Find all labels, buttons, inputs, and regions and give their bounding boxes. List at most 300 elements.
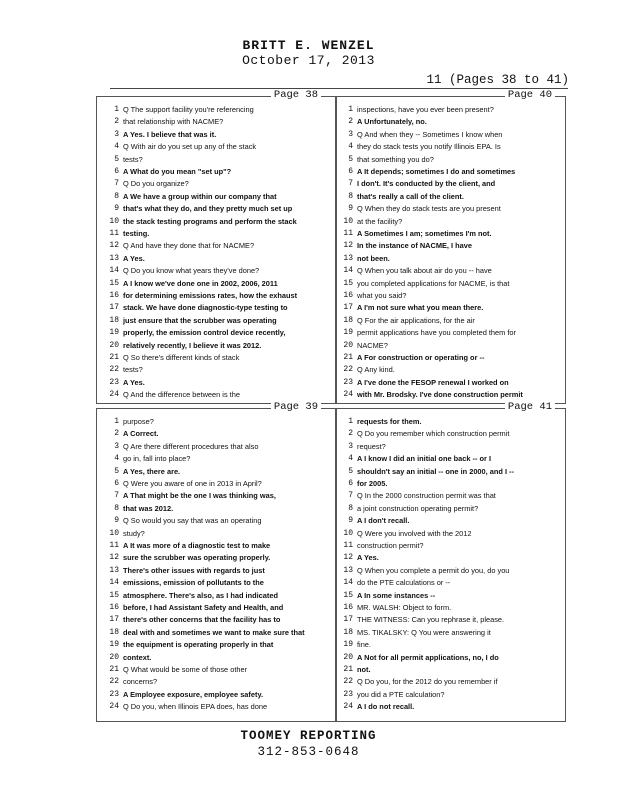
line-text: A Correct.: [123, 429, 159, 439]
line-text: Q Were you involved with the 2012: [357, 528, 472, 538]
line-text: Q Are there different procedures that also: [123, 441, 259, 451]
line-text: A Yes. I believe that was it.: [123, 129, 217, 139]
transcript-line: [97, 427, 331, 440]
page-number-label: Page 41: [505, 401, 555, 413]
transcript-line: [337, 663, 561, 676]
line-number: 12: [109, 553, 119, 563]
line-text: Q So there's different kinds of stack: [123, 353, 240, 362]
line-text: context.: [123, 652, 152, 662]
line-number: 16: [109, 603, 119, 612]
transcript-line: [97, 489, 331, 502]
line-text: with Mr. Brodsky. I've done construction permit: [357, 390, 523, 400]
line-text: MR. WALSH: Object to form.: [357, 603, 452, 612]
line-text: just ensure that the scrubber was operating: [123, 315, 277, 325]
line-number: 18: [343, 627, 353, 637]
line-text: A That might be the one I was thinking was,: [123, 491, 276, 501]
line-number: 24: [109, 390, 119, 400]
line-text: Q Do you know what years they've done?: [123, 266, 260, 276]
transcript-line: [97, 190, 331, 203]
line-text: not been.: [357, 253, 390, 263]
page-number-label: Page 40: [505, 89, 555, 101]
line-text: stack. We have done diagnostic-type testing to: [123, 303, 288, 313]
line-text: Q So would you say that was an operating: [123, 516, 262, 526]
transcript-line: [337, 452, 561, 465]
transcript-line: [337, 339, 561, 352]
line-number: 13: [109, 253, 119, 263]
line-number: 3: [348, 441, 353, 451]
line-text: A Yes.: [123, 253, 145, 263]
line-text: go in, fall into place?: [123, 454, 191, 464]
line-number: 7: [348, 491, 353, 501]
line-number: 3: [348, 129, 353, 139]
line-number: 20: [109, 340, 119, 350]
transcript-line: [97, 626, 331, 639]
transcript-line: [97, 239, 331, 252]
transcript-line: [337, 700, 561, 713]
line-text: A Employee exposure, employee safety.: [123, 689, 264, 699]
line-number: 3: [114, 441, 119, 451]
line-text: the equipment is operating properly in that: [123, 640, 274, 650]
line-number: 3: [114, 129, 119, 139]
line-text: Q With air do you set up any of the stack: [123, 142, 257, 152]
line-number: 21: [343, 665, 353, 674]
transcript-line: [97, 465, 331, 478]
transcript-line: [337, 165, 561, 178]
line-number: 15: [109, 590, 119, 600]
line-text: A Yes.: [357, 553, 379, 563]
line-text: Q In the 2000 construction permit was that: [357, 491, 496, 501]
transcript-line: [337, 301, 561, 314]
transcript-line: [97, 700, 331, 713]
transcript-line: [337, 140, 561, 153]
line-number: 19: [343, 640, 353, 650]
line-text: A I know I did an initial one back -- or I: [357, 454, 492, 464]
transcript-line: [97, 376, 331, 389]
transcript-line: [97, 363, 331, 376]
line-number: 2: [348, 117, 353, 127]
line-number: 21: [109, 353, 119, 362]
line-text: Q Any kind.: [357, 365, 395, 375]
transcript-line: [337, 252, 561, 265]
line-text: inspections, have you ever been present?: [357, 105, 494, 114]
line-number: 12: [343, 553, 353, 563]
line-text: Q The support facility you're referencing: [123, 105, 254, 114]
transcript-line: [337, 477, 561, 490]
transcript-line: [97, 688, 331, 701]
line-number: 10: [343, 528, 353, 538]
line-number: 4: [114, 454, 119, 464]
transcript-line: [97, 502, 331, 515]
line-text: that's really a call of the client.: [357, 191, 464, 201]
line-number: 24: [343, 702, 353, 712]
line-text: A What do you mean "set up"?: [123, 167, 232, 176]
line-number: 15: [343, 590, 353, 600]
line-number: 4: [114, 142, 119, 152]
transcript-line: [97, 115, 331, 128]
line-text: A I know we've done one in 2002, 2006, 2011: [123, 278, 278, 288]
line-text: they do stack tests you notify Illinois EPA. Is: [357, 142, 501, 152]
transcript-line: [97, 103, 331, 116]
transcript-line: [97, 576, 331, 589]
transcript-line: [97, 388, 331, 401]
line-number: 2: [348, 429, 353, 439]
line-text: request?: [357, 441, 386, 451]
transcript-line: [337, 638, 561, 651]
transcript-line: [337, 427, 561, 440]
transcript-line: [97, 264, 331, 277]
transcript-line: [337, 289, 561, 302]
transcript-page-3: [96, 401, 336, 722]
transcript-line: [337, 502, 561, 515]
line-number: 7: [348, 179, 353, 189]
line-text: There's other issues with regards to just: [123, 565, 265, 575]
line-number: 9: [348, 516, 353, 526]
line-text: THE WITNESS: Can you rephrase it, please.: [357, 615, 505, 625]
line-text: before, I had Assistant Safety and Health, and: [123, 603, 284, 612]
line-number: 24: [343, 390, 353, 400]
transcript-line: [97, 351, 331, 364]
transcript-line: [337, 440, 561, 453]
reporting-phone: 312-853-0648: [257, 745, 360, 759]
transcript-line: [337, 415, 561, 428]
line-number: 11: [343, 541, 353, 550]
transcript-line: [97, 564, 331, 577]
line-number: 12: [343, 241, 353, 251]
transcript-line: [97, 140, 331, 153]
line-number: 11: [109, 229, 119, 238]
line-text: tests?: [123, 154, 143, 164]
transcript-line: [337, 227, 561, 240]
line-number: 1: [114, 105, 119, 114]
transcript-line: [337, 675, 561, 688]
transcript-line: [337, 376, 561, 389]
line-number: 19: [343, 328, 353, 338]
line-text: permit applications have you completed them for: [357, 328, 516, 338]
transcript-line: [97, 252, 331, 265]
line-text: a joint construction operating permit?: [357, 503, 479, 513]
transcript-line: [97, 153, 331, 166]
transcript-line: [337, 277, 561, 290]
line-text: Q What would be some of those other: [123, 665, 248, 674]
line-text: A Unfortunately, no.: [357, 117, 427, 127]
line-number: 6: [348, 479, 353, 488]
line-text: deal with and sometimes we want to make sure that: [123, 627, 305, 637]
transcript-line: [97, 601, 331, 614]
transcript-line: [97, 651, 331, 664]
line-text: construction permit?: [357, 541, 424, 550]
transcript-line: [97, 477, 331, 490]
line-text: shouldn't say an initial -- one in 2000, and I --: [357, 466, 514, 476]
line-number: 16: [109, 291, 119, 300]
line-number: 2: [114, 429, 119, 439]
line-number: 17: [109, 303, 119, 313]
line-number: 8: [114, 503, 119, 513]
line-text: purpose?: [123, 417, 154, 426]
line-text: Q When they do stack tests are you present: [357, 204, 501, 214]
transcript-line: [97, 202, 331, 215]
transcript-line: [97, 589, 331, 602]
transcript-line: [337, 576, 561, 589]
line-number: 10: [343, 216, 353, 226]
line-text: you did a PTE calculation?: [357, 689, 445, 699]
line-text: requests for them.: [357, 417, 422, 426]
line-text: A Sometimes I am; sometimes I'm not.: [357, 229, 492, 238]
deposition-date: October 17, 2013: [242, 53, 375, 68]
page-number-label: Page 38: [271, 89, 321, 101]
line-text: for 2005.: [357, 479, 388, 488]
transcript-line: [97, 227, 331, 240]
line-number: 10: [109, 216, 119, 226]
transcript-line: [337, 239, 561, 252]
line-number: 6: [114, 479, 119, 488]
line-number: 1: [348, 417, 353, 426]
line-number: 8: [114, 191, 119, 201]
transcript-line: [97, 638, 331, 651]
line-number: 19: [109, 328, 119, 338]
transcript-line: [337, 688, 561, 701]
line-number: 21: [109, 665, 119, 674]
transcript-line: [97, 339, 331, 352]
line-text: concerns?: [123, 677, 158, 687]
line-text: for determining emissions rates, how the exhaust: [123, 291, 298, 300]
transcript-line: [337, 539, 561, 552]
line-number: 7: [114, 179, 119, 189]
line-number: 8: [348, 191, 353, 201]
header-rule: [110, 88, 568, 89]
line-text: A For construction or operating or --: [357, 353, 485, 362]
line-number: 21: [343, 353, 353, 362]
line-text: A We have a group within our company that: [123, 191, 277, 201]
transcript-page-1: [96, 89, 336, 404]
line-text: what you said?: [357, 291, 407, 300]
line-text: In the instance of NACME, I have: [357, 241, 472, 251]
line-number: 13: [343, 565, 353, 575]
line-number: 6: [348, 167, 353, 176]
line-number: 1: [114, 417, 119, 426]
line-number: 19: [109, 640, 119, 650]
line-text: A I don't recall.: [357, 516, 410, 526]
line-number: 22: [343, 365, 353, 375]
transcript-line: [337, 363, 561, 376]
line-text: A Not for all permit applications, no, I do: [357, 652, 499, 662]
transcript-line: [337, 589, 561, 602]
transcript-line: [337, 651, 561, 664]
witness-name: BRITT E. WENZEL: [242, 38, 375, 53]
line-text: I don't. It's conducted by the client, and: [357, 179, 496, 189]
line-text: NACME?: [357, 340, 388, 350]
line-number: 14: [343, 578, 353, 588]
line-text: A It was more of a diagnostic test to make: [123, 541, 271, 550]
transcript-line: [337, 215, 561, 228]
page-number-label: Page 39: [271, 401, 321, 413]
line-text: properly, the emission control device recently,: [123, 328, 286, 338]
transcript-line: [337, 564, 561, 577]
transcript-line: [97, 177, 331, 190]
line-text: A It depends; sometimes I do and sometimes: [357, 167, 516, 176]
line-number: 18: [343, 315, 353, 325]
transcript-line: [337, 489, 561, 502]
line-text: Q When you complete a permit do you, do you: [357, 565, 510, 575]
transcript-line: [97, 289, 331, 302]
line-text: A Yes, there are.: [123, 466, 181, 476]
line-text: A I do not recall.: [357, 702, 415, 712]
line-text: A I've done the FESOP renewal I worked on: [357, 377, 509, 387]
transcript-line: [97, 165, 331, 178]
line-number: 6: [114, 167, 119, 176]
line-text: A Yes.: [123, 377, 145, 387]
line-text: Q And have they done that for NACME?: [123, 241, 255, 251]
line-text: A I'm not sure what you mean there.: [357, 303, 484, 313]
transcript-line: [337, 128, 561, 141]
line-text: study?: [123, 528, 145, 538]
line-text: Q Do you, when Illinois EPA does, has done: [123, 702, 268, 712]
transcript-line: [97, 415, 331, 428]
transcript-line: [97, 215, 331, 228]
line-number: 4: [348, 142, 353, 152]
line-text: Q And when they -- Sometimes I know when: [357, 129, 503, 139]
line-number: 8: [348, 503, 353, 513]
transcript-line: [337, 103, 561, 116]
line-number: 22: [109, 365, 119, 375]
transcript-line: [97, 452, 331, 465]
line-text: that's what they do, and they pretty much set up: [123, 204, 293, 214]
transcript-line: [337, 626, 561, 639]
transcript-line: [337, 177, 561, 190]
line-number: 5: [348, 154, 353, 164]
line-text: MS. TIKALSKY: Q You were answering it: [357, 627, 491, 637]
line-text: there's other concerns that the facility has to: [123, 615, 281, 625]
line-text: you completed applications for NACME, is that: [357, 278, 510, 288]
line-text: the stack testing programs and perform the stack: [123, 216, 297, 226]
line-text: emissions, emission of pollutants to the: [123, 578, 264, 588]
transcript-line: [337, 601, 561, 614]
line-number: 10: [109, 528, 119, 538]
transcript-line: [337, 190, 561, 203]
transcript-line: [97, 326, 331, 339]
line-text: sure the scrubber was operating properly.: [123, 553, 271, 563]
transcript-line: [97, 301, 331, 314]
transcript-line: [337, 202, 561, 215]
transcript-page-2: [336, 89, 566, 404]
line-number: 20: [109, 652, 119, 662]
line-text: Q When you talk about air do you -- have: [357, 266, 492, 276]
line-number: 9: [348, 204, 353, 214]
line-text: fine.: [357, 640, 371, 650]
line-text: that relationship with NACME?: [123, 117, 224, 127]
line-number: 24: [109, 702, 119, 712]
line-number: 11: [109, 541, 119, 550]
transcript-line: [337, 115, 561, 128]
line-text: tests?: [123, 365, 143, 375]
line-number: 17: [343, 303, 353, 313]
line-number: 17: [109, 615, 119, 625]
transcript-line: [337, 613, 561, 626]
transcript-line: [97, 663, 331, 676]
line-text: Q Do you, for the 2012 do you remember if: [357, 677, 498, 687]
line-number: 22: [343, 677, 353, 687]
line-text: do the PTE calculations or --: [357, 578, 451, 588]
transcript-line: [97, 128, 331, 141]
line-number: 7: [114, 491, 119, 501]
line-number: 14: [109, 578, 119, 588]
transcript-line: [97, 539, 331, 552]
line-number: 20: [343, 652, 353, 662]
line-number: 18: [109, 315, 119, 325]
transcript-line: [337, 351, 561, 364]
line-text: A In some instances --: [357, 590, 436, 600]
transcript-line: [97, 613, 331, 626]
transcript-line: [337, 551, 561, 564]
line-number: 12: [109, 241, 119, 251]
transcript-line: [97, 551, 331, 564]
line-number: 13: [343, 253, 353, 263]
transcript-line: [97, 527, 331, 540]
line-number: 23: [109, 689, 119, 699]
transcript-line: [337, 153, 561, 166]
line-number: 15: [343, 278, 353, 288]
line-number: 4: [348, 454, 353, 464]
line-number: 23: [343, 377, 353, 387]
line-number: 14: [343, 266, 353, 276]
transcript-line: [97, 440, 331, 453]
line-number: 1: [348, 105, 353, 114]
line-number: 20: [343, 340, 353, 350]
line-number: 14: [109, 266, 119, 276]
line-text: Q For the air applications, for the air: [357, 315, 475, 325]
line-text: Q Do you organize?: [123, 179, 189, 189]
transcript-line: [337, 388, 561, 401]
line-text: Q Do you remember which construction permit: [357, 429, 510, 439]
line-text: testing.: [123, 229, 150, 238]
line-number: 22: [109, 677, 119, 687]
line-number: 23: [109, 377, 119, 387]
line-text: Q And the difference between is the: [123, 390, 240, 400]
transcript-line: [97, 314, 331, 327]
transcript-line: [337, 527, 561, 540]
transcript-line: [337, 326, 561, 339]
transcript-line: [337, 465, 561, 478]
line-text: atmosphere. There's also, as I had indicated: [123, 590, 278, 600]
line-text: relatively recently, I believe it was 2012.: [123, 340, 262, 350]
line-number: 9: [114, 516, 119, 526]
transcript-line: [337, 264, 561, 277]
line-number: 16: [343, 291, 353, 300]
line-number: 5: [114, 466, 119, 476]
line-text: not.: [357, 665, 371, 674]
line-number: 13: [109, 565, 119, 575]
line-text: Q Were you aware of one in 2013 in April?: [123, 479, 262, 488]
line-number: 5: [348, 466, 353, 476]
line-text: at the facility?: [357, 216, 403, 226]
transcript-line: [337, 314, 561, 327]
line-text: that something you do?: [357, 154, 434, 164]
transcript-line: [97, 277, 331, 290]
line-number: 2: [114, 117, 119, 127]
reporting-company: TOOMEY REPORTING: [240, 729, 377, 743]
line-number: 18: [109, 627, 119, 637]
line-number: 11: [343, 229, 353, 238]
transcript-page-4: [336, 401, 566, 722]
line-number: 15: [109, 278, 119, 288]
transcript-line: [337, 514, 561, 527]
line-number: 17: [343, 615, 353, 625]
line-number: 16: [343, 603, 353, 612]
line-number: 5: [114, 154, 119, 164]
transcript-line: [97, 514, 331, 527]
line-text: that was 2012.: [123, 503, 174, 513]
transcript-line: [97, 675, 331, 688]
line-number: 9: [114, 204, 119, 214]
